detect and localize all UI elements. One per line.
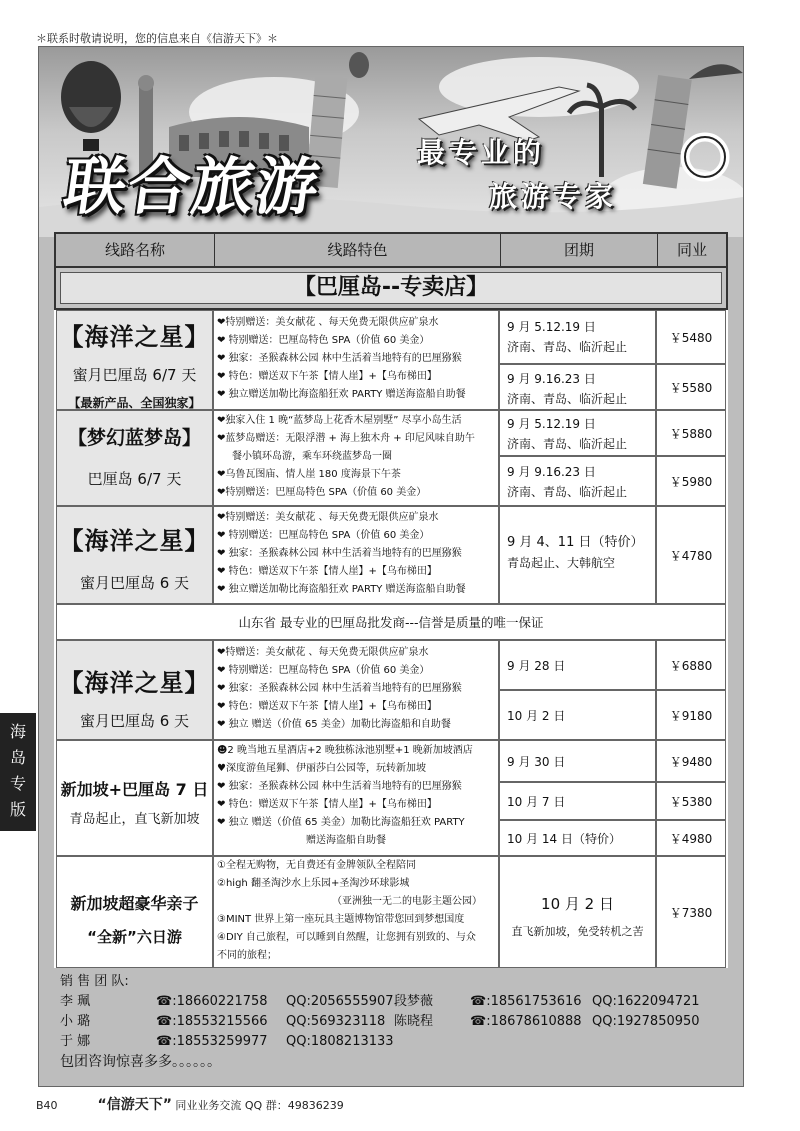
contact-name: 于 娜 bbox=[60, 1034, 91, 1049]
departure-cell bbox=[499, 740, 656, 782]
header-route-name: 线路名称 bbox=[56, 234, 215, 266]
ad-frame bbox=[38, 46, 744, 1087]
feature-line: ❤ 特色：赠送双下午茶【情人崖】+【乌布梯田】 bbox=[217, 566, 437, 577]
route-name: 新加坡超豪华亲子 bbox=[70, 894, 199, 913]
price-cell: ￥9480 bbox=[656, 740, 726, 782]
store-title: 【巴厘岛--专卖店】 bbox=[60, 272, 722, 304]
price-cell: ￥6880 bbox=[656, 640, 726, 690]
departure-cell bbox=[499, 310, 656, 364]
feature-line: ☻2 晚当地五星酒店+2 晚独栋泳池别墅+1 晚新加坡酒店 bbox=[217, 745, 473, 756]
route-subtitle: “全新”六日游 bbox=[87, 928, 182, 946]
route-name: 【海洋之星】 bbox=[59, 669, 210, 697]
price-cell: ￥5580 bbox=[656, 364, 726, 410]
route-name-cell bbox=[56, 640, 213, 740]
sales-title: 销 售 团 队: bbox=[60, 974, 129, 989]
feature-line: ❤ 特色：赠送双下午茶【情人崖】+【乌布梯田】 bbox=[217, 371, 437, 382]
feature-line: ♥深度游鱼尾狮、伊丽莎白公园等，玩转新加坡 bbox=[217, 763, 426, 774]
route-name-cell bbox=[56, 310, 213, 410]
route-subtitle: 蜜月巴厘岛 6 天 bbox=[79, 574, 190, 592]
route-name-cell bbox=[56, 856, 213, 968]
route-subtitle: 青岛起止，直飞新加坡 bbox=[69, 812, 200, 827]
feature-line: ❤ 独立赠送加勒比海盗船狂欢 PARTY 赠送海盗船自助餐 bbox=[217, 584, 466, 595]
feature-line: ❤特别赠送：巴厘岛特色 SPA（价值 60 美金） bbox=[217, 487, 427, 498]
departure-origin: 济南、青岛、临沂起止 bbox=[507, 485, 628, 499]
price-cell: ￥4780 bbox=[656, 506, 726, 604]
departure-origin: 直飞新加坡，免受转机之苦 bbox=[511, 925, 644, 938]
feature-line: ❤ 特别赠送：巴厘岛特色 SPA（价值 60 美金） bbox=[217, 335, 430, 346]
contact-name: 段梦薇 bbox=[394, 994, 434, 1009]
departure-cell bbox=[499, 856, 656, 968]
departure-cell bbox=[499, 782, 656, 820]
departure-date: 9 月 9.16.23 日 bbox=[507, 465, 596, 479]
page-footer bbox=[36, 1094, 344, 1114]
contact-qq: QQ:569323118 bbox=[286, 1014, 386, 1029]
source-note: ＊联系时敬请说明，您的信息来自《信游天下》＊ bbox=[36, 32, 278, 45]
route-subtitle: 巴厘岛 6/7 天 bbox=[87, 470, 182, 488]
store-banner bbox=[54, 268, 728, 310]
price-cell: ￥5880 bbox=[656, 410, 726, 456]
departure-date: 9 月 4、11 日（特价） bbox=[507, 535, 644, 550]
price-cell: ￥5980 bbox=[656, 456, 726, 506]
sales-team bbox=[54, 973, 728, 1081]
departure-cell bbox=[499, 506, 656, 604]
table-header bbox=[54, 232, 728, 268]
departure-cell bbox=[499, 690, 656, 740]
table-body bbox=[54, 310, 728, 968]
departure-cell bbox=[499, 820, 656, 856]
header-price: 同业 bbox=[676, 241, 707, 259]
feature-line: 赠送海盗船自助餐 bbox=[306, 835, 386, 846]
route-features bbox=[213, 640, 499, 740]
feature-line: ❤ 特别赠送：巴厘岛特色 SPA（价值 60 美金） bbox=[217, 665, 430, 676]
feature-line: （亚洲独一无二的电影主题公园） bbox=[332, 896, 482, 907]
feature-line: 餐小镇环岛游，乘车环绕蓝梦岛一圈 bbox=[232, 451, 392, 462]
route-name-cell bbox=[56, 506, 213, 604]
price-cell: ￥9180 bbox=[656, 690, 726, 740]
banner bbox=[39, 47, 743, 237]
route-name: 【海洋之星】 bbox=[59, 527, 210, 555]
departure-date: 10 月 7 日 bbox=[507, 795, 566, 809]
sales-closing: 包团咨询惊喜多多。。。。。。 bbox=[60, 1054, 221, 1070]
route-features bbox=[213, 506, 499, 604]
route-features bbox=[213, 740, 499, 856]
sales-contact-row bbox=[60, 993, 720, 1011]
departure-cell bbox=[499, 640, 656, 690]
feature-line: ❤ 独家：圣猴森林公园 林中生活着当地特有的巴厘猕猴 bbox=[217, 781, 462, 792]
footer-brand: “信游天下” bbox=[97, 1097, 172, 1113]
departure-date: 9 月 9.16.23 日 bbox=[507, 372, 596, 386]
route-subtitle: 蜜月巴厘岛 6 天 bbox=[79, 712, 190, 730]
header-route-feature: 线路特色 bbox=[215, 234, 501, 266]
feature-line: ❤ 特别赠送：巴厘岛特色 SPA（价值 60 美金） bbox=[217, 530, 430, 541]
departure-cell bbox=[499, 456, 656, 506]
departure-origin: 济南、青岛、临沂起止 bbox=[507, 437, 628, 451]
slogan-line-2: 旅游专家 bbox=[489, 180, 618, 213]
route-features bbox=[213, 856, 499, 968]
price-cell: ￥4980 bbox=[656, 820, 726, 856]
page-number: B40 bbox=[36, 1099, 58, 1112]
route-name-cell bbox=[56, 740, 213, 856]
sales-contact-row bbox=[60, 1013, 720, 1031]
brand-title: 联合旅游 bbox=[59, 150, 326, 223]
departure-cell bbox=[499, 364, 656, 410]
feature-line: ④DIY 自己旅程，可以睡到自然醒，让您拥有别致的、与众 bbox=[217, 932, 476, 943]
footer-text: 同业业务交流 QQ 群：49836239 bbox=[175, 1099, 344, 1112]
contact-qq: QQ:1622094721 bbox=[592, 994, 700, 1009]
contact-qq: QQ:1927850950 bbox=[592, 1014, 700, 1029]
price-cell: ￥5380 bbox=[656, 782, 726, 820]
feature-line: ❤ 独立 赠送（价值 65 美金）加勒比海盗船狂欢 PARTY bbox=[217, 817, 465, 828]
feature-line: ❤ 特色：赠送双下午茶【情人崖】+【乌布梯田】 bbox=[217, 799, 437, 810]
price-cell: ￥5480 bbox=[656, 310, 726, 364]
feature-line: ❤特别赠送：美女献花 、每天免费无限供应矿泉水 bbox=[217, 317, 439, 328]
feature-line: ②high 翻圣淘沙水上乐园+圣淘沙环球影城 bbox=[217, 878, 410, 889]
route-features bbox=[213, 410, 499, 506]
departure-cell bbox=[499, 410, 656, 456]
section-side-tab bbox=[0, 713, 36, 831]
feature-line: ❤ 独立赠送加勒比海盗船狂欢 PARTY 赠送海盗船自助餐 bbox=[217, 389, 466, 400]
contact-name: 陈晓程 bbox=[394, 1014, 434, 1029]
side-tab-text: 海岛专版 bbox=[9, 722, 26, 819]
departure-date: 9 月 5.12.19 日 bbox=[507, 320, 596, 334]
departure-origin: 济南、青岛、临沂起止 bbox=[507, 340, 628, 354]
route-subtitle: 蜜月巴厘岛 6/7 天 bbox=[72, 366, 197, 384]
departure-origin: 济南、青岛、临沂起止 bbox=[507, 392, 628, 406]
contact-name: 李 珮 bbox=[60, 994, 91, 1009]
contact-qq: QQ:2056555907 bbox=[286, 994, 394, 1009]
contact-phone: ☎:18561753616 bbox=[470, 994, 582, 1009]
route-tag: 【最新产品、全国独家】 bbox=[68, 396, 201, 410]
price-cell: ￥7380 bbox=[656, 856, 726, 968]
header-dates: 团期 bbox=[501, 234, 658, 266]
notice-row: 山东省 最专业的巴厘岛批发商---信誉是质量的唯一保证 bbox=[56, 604, 726, 640]
route-name-cell bbox=[56, 410, 213, 506]
contact-phone: ☎:18678610888 bbox=[470, 1014, 582, 1029]
feature-line: ❤独家入住 1 晚“蓝梦岛上花香木屋别墅” 尽享小岛生活 bbox=[217, 415, 462, 426]
departure-date: 9 月 30 日 bbox=[507, 755, 566, 769]
feature-line: ❤ 独家：圣猴森林公园 林中生活着当地特有的巴厘猕猴 bbox=[217, 353, 462, 364]
contact-phone: ☎:18553215566 bbox=[156, 1014, 268, 1029]
feature-line: ③MINT 世界上第一座玩具主题博物馆带您回到梦想国度 bbox=[217, 914, 465, 925]
contact-qq: QQ:1808213133 bbox=[286, 1034, 394, 1049]
departure-date: 10 月 2 日 bbox=[541, 895, 614, 913]
departure-date: 10 月 2 日 bbox=[507, 709, 566, 723]
route-name: 新加坡+巴厘岛 7 日 bbox=[60, 780, 209, 799]
feature-line: ❤ 独家：圣猴森林公园 林中生活着当地特有的巴厘猕猴 bbox=[217, 683, 462, 694]
route-name: 【海洋之星】 bbox=[59, 323, 210, 351]
contact-phone: ☎:18553259977 bbox=[156, 1034, 268, 1049]
route-table bbox=[54, 232, 728, 968]
feature-line: ❤蓝梦岛赠送：无限浮潜 + 海上独木舟 + 印尼风味自助午 bbox=[217, 433, 475, 444]
feature-line: ❤ 特色：赠送双下午茶【情人崖】+【乌布梯田】 bbox=[217, 701, 437, 712]
feature-line: ❤特别赠送：美女献花 、每天免费无限供应矿泉水 bbox=[217, 512, 439, 523]
feature-line: 不同的旅程； bbox=[217, 950, 277, 961]
feature-line: ❤乌鲁瓦图庙、情人崖 180 度海景下午茶 bbox=[217, 469, 401, 480]
contact-name: 小 璐 bbox=[60, 1014, 91, 1029]
contact-phone: ☎:18660221758 bbox=[156, 994, 268, 1009]
feature-line: ❤特赠送：美女献花 、每天免费无限供应矿泉水 bbox=[217, 647, 429, 658]
route-features bbox=[213, 310, 499, 410]
departure-date: 9 月 28 日 bbox=[507, 659, 566, 673]
departure-date: 9 月 5.12.19 日 bbox=[507, 417, 596, 431]
route-name: 【梦幻蓝梦岛】 bbox=[67, 427, 201, 449]
slogan-line-1: 最专业的 bbox=[417, 136, 546, 169]
departure-origin: 青岛起止、大韩航空 bbox=[507, 556, 616, 570]
departure-date: 10 月 14 日（特价） bbox=[507, 832, 621, 846]
feature-line: ❤ 独家：圣猴森林公园 林中生活着当地特有的巴厘猕猴 bbox=[217, 548, 462, 559]
sales-contact-row bbox=[60, 1033, 720, 1051]
feature-line: ❤ 独立 赠送（价值 65 美金）加勒比海盗船和自助餐 bbox=[217, 719, 451, 730]
feature-line: ①全程无购物，无自费还有金牌领队全程陪同 bbox=[217, 860, 416, 871]
